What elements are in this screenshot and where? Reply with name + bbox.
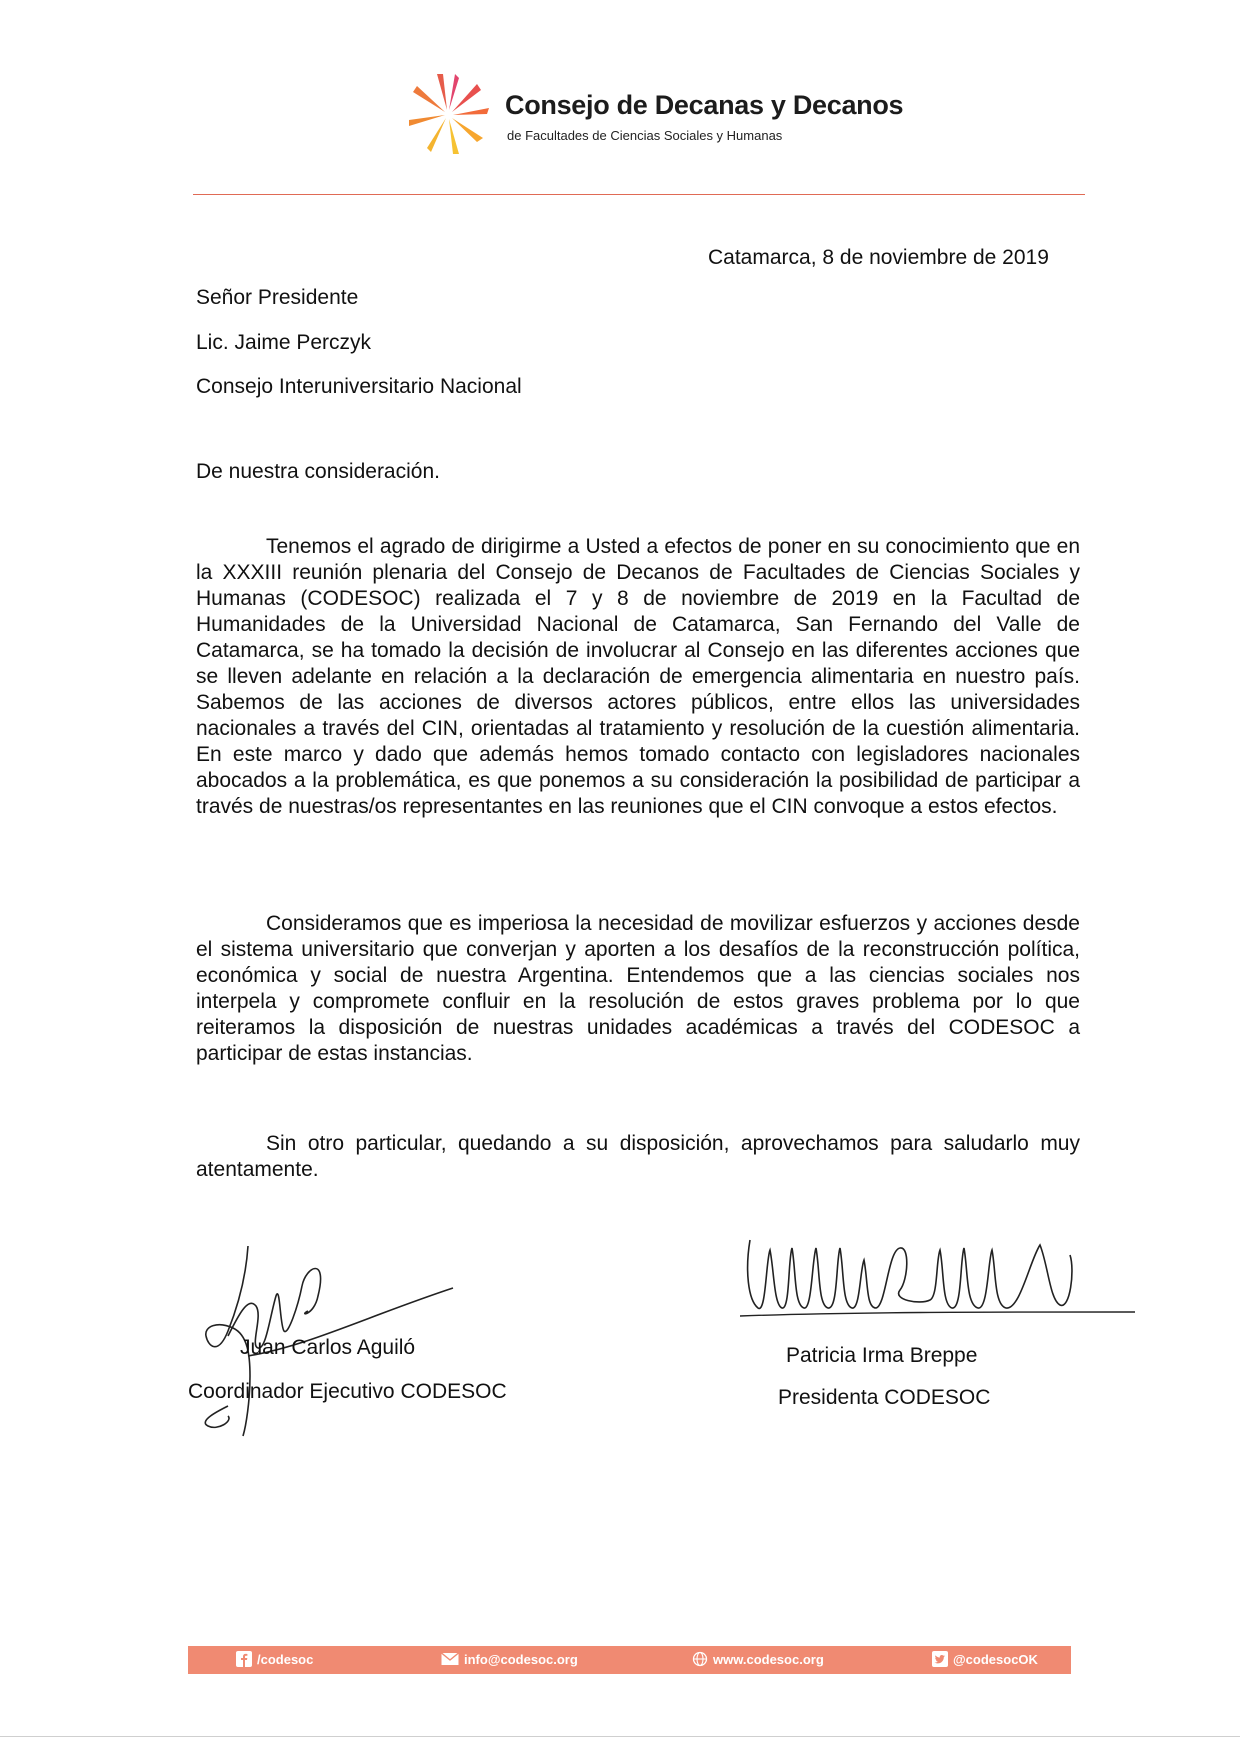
signatory-role-left: Coordinador Ejecutivo CODESOC <box>188 1380 507 1403</box>
footer-facebook-label: /codesoc <box>257 1651 314 1667</box>
recipient-name: Lic. Jaime Perczyk <box>196 331 372 354</box>
footer-contact-bar <box>188 1646 1071 1674</box>
recipient-institution: Consejo Interuniversitario Nacional <box>196 375 522 398</box>
org-subtitle: de Facultades de Ciencias Sociales y Humanas <box>507 128 783 143</box>
letter-date: Catamarca, 8 de noviembre de 2019 <box>708 246 1049 269</box>
signatory-name-right: Patricia Irma Breppe <box>786 1344 978 1367</box>
signatory-role-right: Presidenta CODESOC <box>778 1386 991 1409</box>
body-paragraph-3: Sin otro particular, quedando a su disposición, aprovechamos para saludarlo muy atentamente. <box>196 1132 1080 1181</box>
signature-block-right <box>730 1220 1150 1410</box>
org-name: Consejo de Decanas y Decanos <box>505 90 904 120</box>
signature-block-left <box>188 1236 568 1446</box>
body-paragraph-2: Consideramos que es imperiosa la necesidad de movilizar esfuerzos y acciones desde el sistema universitario que converjan y aporten a los desafíos de la reconstrucción política, económica y social de nuestra Argentina. Entendemos que a las ciencias sociales nos interpela y compromete confluir en la resolución de estos graves problema por lo que reiteramos la disposición de nuestras unidades académicas a través del CODESOC a participar de estas instancias. <box>196 912 1080 1065</box>
letterhead <box>405 70 965 160</box>
envelope-icon <box>441 1651 459 1667</box>
footer-web-label: www.codesoc.org <box>713 1651 824 1667</box>
page-bottom-edge <box>0 1736 1240 1737</box>
header-divider <box>193 194 1085 195</box>
globe-icon <box>692 1651 708 1667</box>
footer-email-label: info@codesoc.org <box>464 1651 578 1667</box>
recipient-title: Señor Presidente <box>196 286 359 309</box>
footer-email[interactable] <box>441 1651 578 1667</box>
handwritten-signature-right <box>730 1220 1150 1330</box>
facebook-icon <box>236 1651 252 1667</box>
footer-twitter[interactable] <box>932 1651 1038 1667</box>
footer-facebook[interactable] <box>236 1651 313 1667</box>
footer-twitter-label: @codesocOK <box>953 1651 1038 1667</box>
salutation: De nuestra consideración. <box>196 460 440 483</box>
starburst-logo-icon <box>405 70 493 158</box>
signatory-name-left: Juan Carlos Aguiló <box>240 1336 416 1359</box>
footer-web[interactable] <box>692 1651 824 1667</box>
twitter-icon <box>932 1651 948 1667</box>
body-paragraph-1: Tenemos el agrado de dirigirme a Usted a efectos de poner en su conocimiento que en la XXXIII reunión plenaria del Consejo de Decanos de Facultades de Ciencias Sociales y Humanas (CODESOC) realizada el 7 y 8 de noviembre de 2019 en la Facultad de Humanidades de la Universidad Nacional de Catamarca, San Fernando del Valle de Catamarca, se ha tomado la decisión de involucrar al Consejo en las diferentes acciones que se lleven adelante en relación a la declaración de emergencia alimentaria en nuestro país. Sabemos de las acciones de diversos actores públicos, entre ellos las universidades nacionales a través del CIN, orientadas al tratamiento y resolución de la cuestión alimentaria. En este marco y dado que además hemos tomado contacto con legisladores nacionales abocados a la problemática, es que ponemos a su consideración la posibilidad de participar a través de nuestras/os representantes en las reuniones que el CIN convoque a estos efectos. <box>196 535 1080 818</box>
